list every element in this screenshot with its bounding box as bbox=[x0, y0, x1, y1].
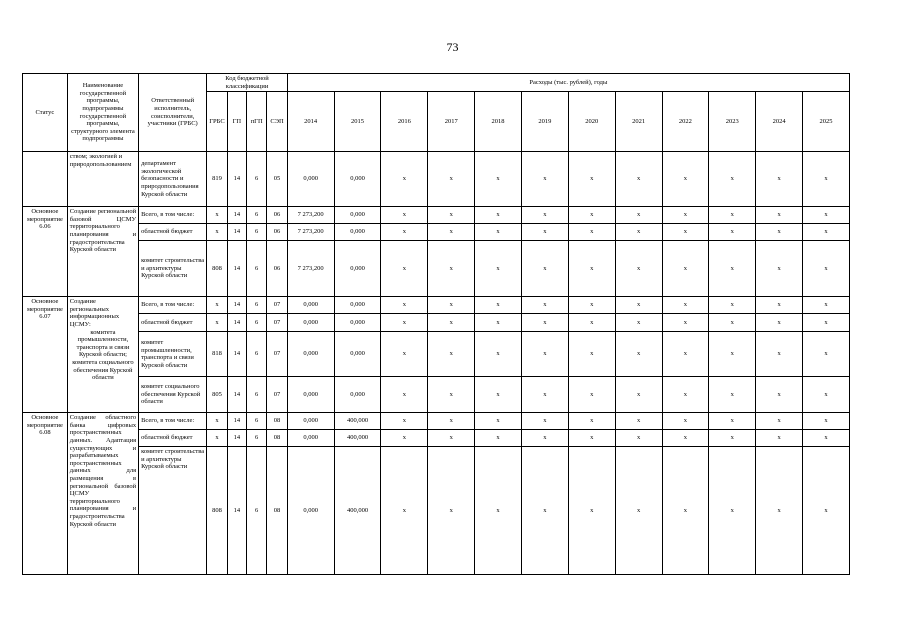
grbs-cell: 819 bbox=[207, 152, 227, 207]
x-cell: x bbox=[756, 241, 803, 297]
y2015-cell: 0,000 bbox=[334, 377, 381, 413]
x-cell: x bbox=[615, 207, 662, 224]
y2015-cell: 0,000 bbox=[334, 152, 381, 207]
x-cell: x bbox=[521, 413, 568, 430]
x-cell: x bbox=[475, 224, 522, 241]
x-cell: x bbox=[521, 377, 568, 413]
x-cell: x bbox=[709, 377, 756, 413]
y2015-cell: 0,000 bbox=[334, 207, 381, 224]
x-cell: x bbox=[475, 332, 522, 377]
x-cell: x bbox=[381, 447, 428, 575]
y2014-cell: 0,000 bbox=[287, 152, 334, 207]
x-cell: x bbox=[615, 377, 662, 413]
x-cell: x bbox=[428, 224, 475, 241]
x-cell: x bbox=[568, 332, 615, 377]
header-year: 2023 bbox=[709, 92, 756, 152]
x-cell: x bbox=[381, 332, 428, 377]
table-row-606-total bbox=[23, 207, 850, 224]
grbs-cell: 808 bbox=[207, 447, 227, 575]
x-cell: x bbox=[756, 224, 803, 241]
name-part: Создание региональных информационных ЦСМУ: bbox=[69, 298, 120, 328]
x-cell: x bbox=[803, 207, 850, 224]
sep-cell: 06 bbox=[267, 224, 287, 241]
sep-cell: 07 bbox=[267, 314, 287, 332]
page-number: 73 bbox=[446, 40, 459, 54]
header-year: 2017 bbox=[428, 92, 475, 152]
header-name: Наименование государственной программы, подпрограммы государственной программы, структурного элемента подпрограммы bbox=[67, 74, 138, 152]
pgp-cell: 6 bbox=[247, 224, 267, 241]
x-cell: x bbox=[803, 332, 850, 377]
pgp-cell: 6 bbox=[247, 297, 267, 314]
grbs-cell: x bbox=[207, 430, 227, 447]
x-cell: x bbox=[662, 207, 709, 224]
header-sep: СЭП bbox=[267, 92, 287, 152]
x-cell: x bbox=[709, 297, 756, 314]
x-cell: x bbox=[475, 377, 522, 413]
x-cell: x bbox=[615, 224, 662, 241]
y2014-cell: 7 273,200 bbox=[287, 224, 334, 241]
gp-cell: 14 bbox=[227, 241, 246, 297]
x-cell: x bbox=[568, 152, 615, 207]
sep-cell: 06 bbox=[267, 241, 287, 297]
pgp-cell: 6 bbox=[247, 314, 267, 332]
gp-cell: 14 bbox=[227, 207, 246, 224]
y2014-cell: 0,000 bbox=[287, 430, 334, 447]
x-cell: x bbox=[381, 377, 428, 413]
x-cell: x bbox=[568, 430, 615, 447]
sep-cell: 05 bbox=[267, 152, 287, 207]
header-year: 2025 bbox=[803, 92, 850, 152]
table-row-608-committee bbox=[23, 447, 850, 575]
y2015-cell: 0,000 bbox=[334, 224, 381, 241]
grbs-cell: 808 bbox=[207, 241, 227, 297]
x-cell: x bbox=[662, 377, 709, 413]
x-cell: x bbox=[756, 413, 803, 430]
sep-cell: 08 bbox=[267, 413, 287, 430]
status-cell: Основное мероприятие 6.08 bbox=[23, 413, 68, 575]
x-cell: x bbox=[475, 314, 522, 332]
x-cell: x bbox=[756, 332, 803, 377]
x-cell: x bbox=[615, 332, 662, 377]
x-cell: x bbox=[568, 377, 615, 413]
x-cell: x bbox=[428, 430, 475, 447]
header-year: 2022 bbox=[662, 92, 709, 152]
header-grbs: ГРБС bbox=[207, 92, 227, 152]
y2015-cell: 0,000 bbox=[334, 297, 381, 314]
gp-cell: 14 bbox=[227, 413, 246, 430]
x-cell: x bbox=[428, 152, 475, 207]
x-cell: x bbox=[521, 241, 568, 297]
x-cell: x bbox=[803, 447, 850, 575]
x-cell: x bbox=[803, 297, 850, 314]
x-cell: x bbox=[428, 332, 475, 377]
y2014-cell: 7 273,200 bbox=[287, 207, 334, 224]
x-cell: x bbox=[568, 314, 615, 332]
y2015-cell: 0,000 bbox=[334, 314, 381, 332]
name-part: комитета промышленности, транспорта и связи Курской области; bbox=[76, 328, 130, 359]
x-cell: x bbox=[709, 152, 756, 207]
resp-cell: областной бюджет bbox=[139, 314, 207, 332]
gp-cell: 14 bbox=[227, 332, 246, 377]
grbs-cell: x bbox=[207, 314, 227, 332]
header-responsible: Ответственный исполнитель, соисполнители, участники (ГРБС) bbox=[139, 74, 207, 152]
resp-cell: областной бюджет bbox=[139, 224, 207, 241]
x-cell: x bbox=[615, 297, 662, 314]
status-cell: Основное мероприятие 6.06 bbox=[23, 207, 68, 297]
sep-cell: 08 bbox=[267, 430, 287, 447]
x-cell: x bbox=[803, 430, 850, 447]
y2014-cell: 7 273,200 bbox=[287, 241, 334, 297]
x-cell: x bbox=[428, 314, 475, 332]
x-cell: x bbox=[381, 314, 428, 332]
header-year: 2019 bbox=[521, 92, 568, 152]
x-cell: x bbox=[615, 241, 662, 297]
x-cell: x bbox=[709, 241, 756, 297]
x-cell: x bbox=[615, 152, 662, 207]
x-cell: x bbox=[568, 413, 615, 430]
header-budget-code: Код бюджетной классификации bbox=[207, 74, 287, 92]
x-cell: x bbox=[803, 224, 850, 241]
x-cell: x bbox=[568, 207, 615, 224]
status-cell bbox=[23, 152, 68, 207]
x-cell: x bbox=[521, 224, 568, 241]
grbs-cell: x bbox=[207, 413, 227, 430]
total-label-cell: Всего, в том числе: bbox=[139, 207, 207, 224]
x-cell: x bbox=[428, 377, 475, 413]
x-cell: x bbox=[521, 430, 568, 447]
x-cell: x bbox=[475, 447, 522, 575]
x-cell: x bbox=[662, 332, 709, 377]
name-cell bbox=[67, 297, 138, 413]
x-cell: x bbox=[568, 241, 615, 297]
x-cell: x bbox=[521, 332, 568, 377]
resp-cell: департамент экологической безопасности и природопользования Курской области bbox=[139, 152, 207, 207]
x-cell: x bbox=[756, 430, 803, 447]
x-cell: x bbox=[475, 430, 522, 447]
x-cell: x bbox=[662, 224, 709, 241]
gp-cell: 14 bbox=[227, 314, 246, 332]
sep-cell: 06 bbox=[267, 207, 287, 224]
x-cell: x bbox=[475, 241, 522, 297]
x-cell: x bbox=[615, 314, 662, 332]
sep-cell: 07 bbox=[267, 377, 287, 413]
status-cell: Основное мероприятие 6.07 bbox=[23, 297, 68, 413]
table-row-608-total bbox=[23, 413, 850, 430]
header-year: 2016 bbox=[381, 92, 428, 152]
header-gp: ГП bbox=[227, 92, 246, 152]
x-cell: x bbox=[662, 152, 709, 207]
resp-cell: комитет строительства и архитектуры Курской области bbox=[139, 241, 207, 297]
y2015-cell: 400,000 bbox=[334, 413, 381, 430]
x-cell: x bbox=[615, 413, 662, 430]
resp-cell: областной бюджет bbox=[139, 430, 207, 447]
table-row-607-total bbox=[23, 297, 850, 314]
x-cell: x bbox=[568, 447, 615, 575]
x-cell: x bbox=[662, 314, 709, 332]
y2014-cell: 0,000 bbox=[287, 297, 334, 314]
header-year: 2024 bbox=[756, 92, 803, 152]
x-cell: x bbox=[381, 297, 428, 314]
x-cell: x bbox=[756, 152, 803, 207]
header-row-1 bbox=[23, 74, 850, 92]
x-cell: x bbox=[381, 430, 428, 447]
resp-cell: комитет социального обеспечения Курской области bbox=[139, 377, 207, 413]
y2014-cell: 0,000 bbox=[287, 413, 334, 430]
y2015-cell: 400,000 bbox=[334, 430, 381, 447]
x-cell: x bbox=[475, 152, 522, 207]
header-expenses: Расходы (тыс. рублей), годы bbox=[287, 74, 849, 92]
gp-cell: 14 bbox=[227, 377, 246, 413]
budget-table bbox=[22, 73, 850, 575]
grbs-cell: x bbox=[207, 297, 227, 314]
x-cell: x bbox=[615, 430, 662, 447]
grbs-cell: x bbox=[207, 207, 227, 224]
x-cell: x bbox=[568, 224, 615, 241]
table-row-608-regional bbox=[23, 430, 850, 447]
gp-cell: 14 bbox=[227, 297, 246, 314]
x-cell: x bbox=[475, 413, 522, 430]
x-cell: x bbox=[381, 413, 428, 430]
x-cell: x bbox=[475, 297, 522, 314]
y2015-cell: 400,000 bbox=[334, 447, 381, 575]
x-cell: x bbox=[428, 447, 475, 575]
pgp-cell: 6 bbox=[247, 207, 267, 224]
x-cell: x bbox=[709, 224, 756, 241]
grbs-cell: x bbox=[207, 224, 227, 241]
table-row-cont bbox=[23, 152, 850, 207]
sep-cell: 07 bbox=[267, 297, 287, 314]
x-cell: x bbox=[803, 241, 850, 297]
x-cell: x bbox=[521, 207, 568, 224]
header-pgp: пГП bbox=[247, 92, 267, 152]
x-cell: x bbox=[521, 152, 568, 207]
x-cell: x bbox=[662, 241, 709, 297]
pgp-cell: 6 bbox=[247, 332, 267, 377]
sep-cell: 07 bbox=[267, 332, 287, 377]
name-part: комитета социального обеспечения Курской области bbox=[72, 358, 134, 382]
x-cell: x bbox=[709, 207, 756, 224]
x-cell: x bbox=[709, 447, 756, 575]
x-cell: x bbox=[428, 297, 475, 314]
table-row-607-regional bbox=[23, 314, 850, 332]
x-cell: x bbox=[709, 430, 756, 447]
pgp-cell: 6 bbox=[247, 413, 267, 430]
x-cell: x bbox=[756, 297, 803, 314]
x-cell: x bbox=[475, 207, 522, 224]
pgp-cell: 6 bbox=[247, 430, 267, 447]
x-cell: x bbox=[381, 224, 428, 241]
x-cell: x bbox=[709, 332, 756, 377]
x-cell: x bbox=[521, 447, 568, 575]
sep-cell: 08 bbox=[267, 447, 287, 575]
x-cell: x bbox=[521, 297, 568, 314]
header-year: 2020 bbox=[568, 92, 615, 152]
y2014-cell: 0,000 bbox=[287, 314, 334, 332]
x-cell: x bbox=[662, 430, 709, 447]
x-cell: x bbox=[662, 297, 709, 314]
x-cell: x bbox=[521, 314, 568, 332]
header-year: 2018 bbox=[475, 92, 522, 152]
total-label-cell: Всего, в том числе: bbox=[139, 413, 207, 430]
x-cell: x bbox=[615, 447, 662, 575]
pgp-cell: 6 bbox=[247, 447, 267, 575]
x-cell: x bbox=[428, 207, 475, 224]
x-cell: x bbox=[428, 241, 475, 297]
x-cell: x bbox=[662, 447, 709, 575]
gp-cell: 14 bbox=[227, 152, 246, 207]
name-cell: ством; экологией и природопользованием bbox=[67, 152, 138, 207]
header-year: 2014 bbox=[287, 92, 334, 152]
x-cell: x bbox=[756, 207, 803, 224]
x-cell: x bbox=[756, 377, 803, 413]
resp-cell: комитет строительства и архитектуры Курской области bbox=[139, 447, 207, 575]
total-label-cell: Всего, в том числе: bbox=[139, 297, 207, 314]
pgp-cell: 6 bbox=[247, 377, 267, 413]
name-cell: Создание областного банка цифровых пространственных данных. Адаптация существующих и разрабатываемых пространственных данных для размещения в региональной базовой ЦСМУ территориального планирования и градостроительства Курской области bbox=[67, 413, 138, 575]
y2015-cell: 0,000 bbox=[334, 241, 381, 297]
gp-cell: 14 bbox=[227, 447, 246, 575]
x-cell: x bbox=[662, 413, 709, 430]
table-row-606-committee bbox=[23, 241, 850, 297]
x-cell: x bbox=[381, 241, 428, 297]
grbs-cell: 805 bbox=[207, 377, 227, 413]
x-cell: x bbox=[381, 152, 428, 207]
x-cell: x bbox=[381, 207, 428, 224]
x-cell: x bbox=[709, 314, 756, 332]
x-cell: x bbox=[756, 314, 803, 332]
grbs-cell: 818 bbox=[207, 332, 227, 377]
y2014-cell: 0,000 bbox=[287, 377, 334, 413]
x-cell: x bbox=[568, 297, 615, 314]
gp-cell: 14 bbox=[227, 224, 246, 241]
header-year: 2015 bbox=[334, 92, 381, 152]
x-cell: x bbox=[709, 413, 756, 430]
header-status: Статус bbox=[23, 74, 68, 152]
pgp-cell: 6 bbox=[247, 152, 267, 207]
table-row-606-regional bbox=[23, 224, 850, 241]
x-cell: x bbox=[803, 377, 850, 413]
x-cell: x bbox=[803, 314, 850, 332]
x-cell: x bbox=[428, 413, 475, 430]
header-year: 2021 bbox=[615, 92, 662, 152]
y2014-cell: 0,000 bbox=[287, 332, 334, 377]
pgp-cell: 6 bbox=[247, 241, 267, 297]
table-row-607-social bbox=[23, 377, 850, 413]
table-row-607-industry bbox=[23, 332, 850, 377]
y2015-cell: 0,000 bbox=[334, 332, 381, 377]
resp-cell: комитет промышленности, транспорта и связи Курской области bbox=[139, 332, 207, 377]
y2014-cell: 0,000 bbox=[287, 447, 334, 575]
x-cell: x bbox=[803, 152, 850, 207]
x-cell: x bbox=[803, 413, 850, 430]
x-cell: x bbox=[756, 447, 803, 575]
name-cell: Создание региональной базовой ЦСМУ территориального планирования и градостроительства Курской области bbox=[67, 207, 138, 297]
gp-cell: 14 bbox=[227, 430, 246, 447]
